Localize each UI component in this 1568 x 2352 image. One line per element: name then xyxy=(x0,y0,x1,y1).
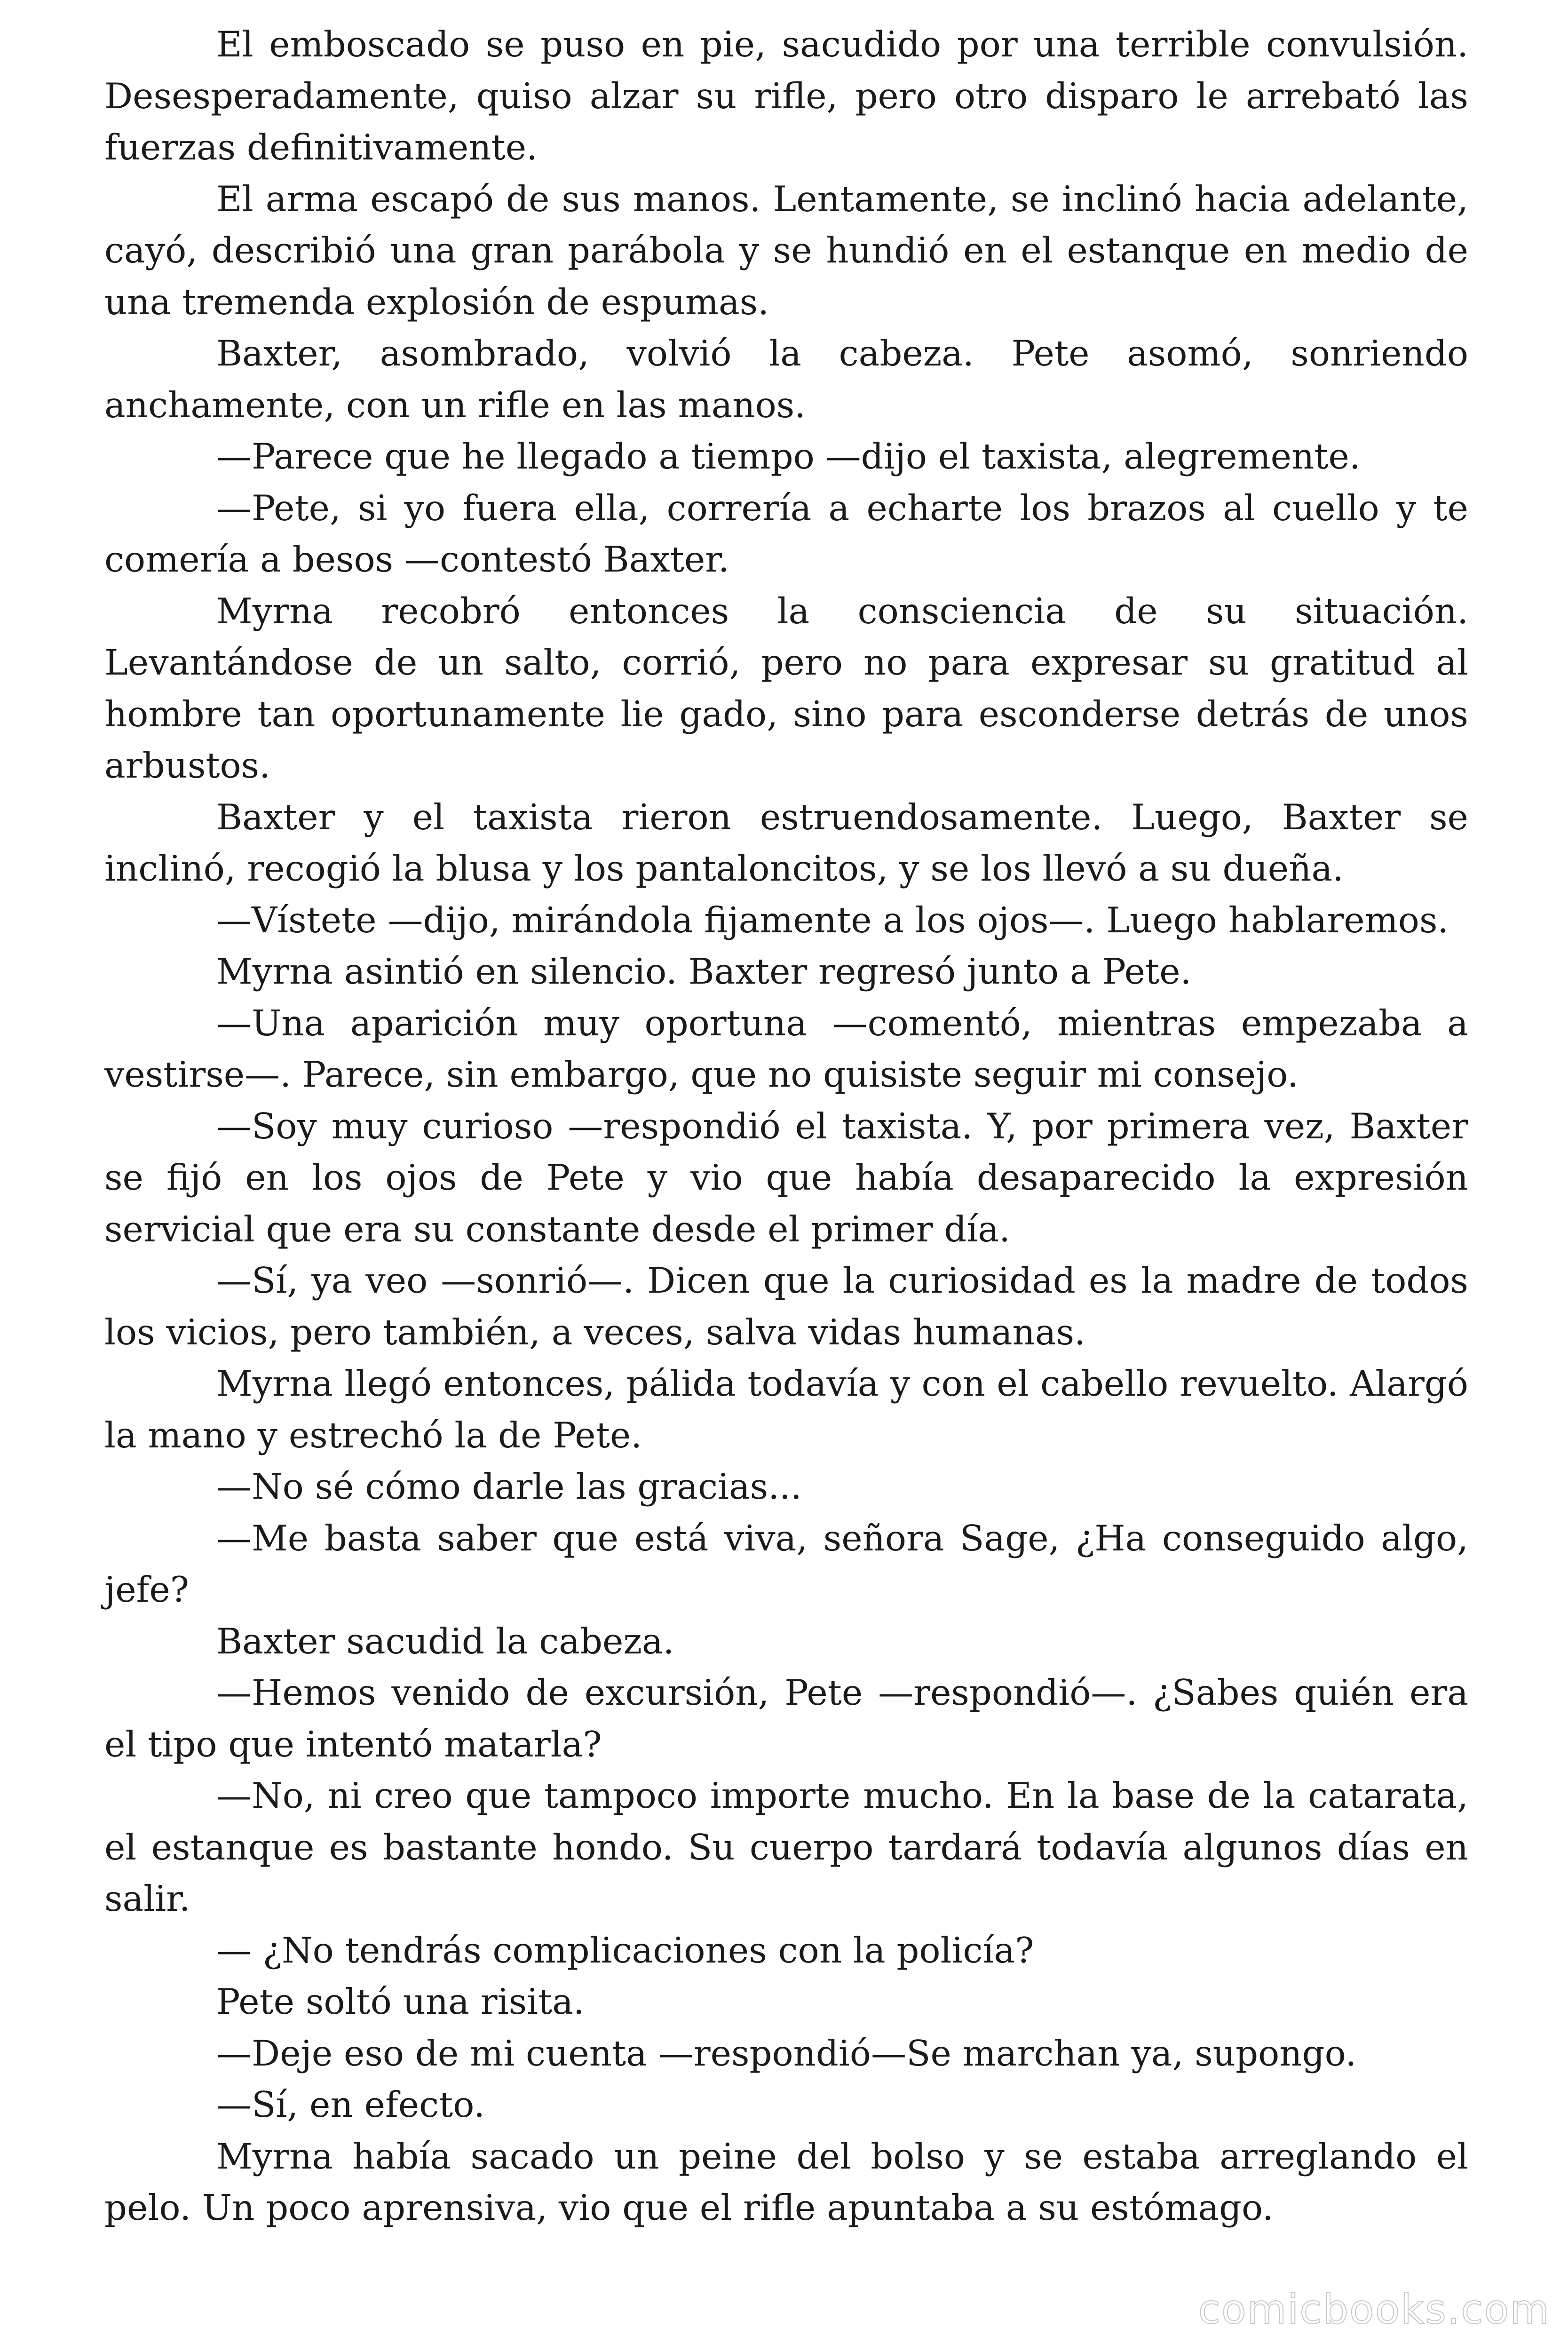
paragraph: —Hemos venido de excursión, Pete —respondió—. ¿Sabes quién era el tipo que intentó matarla? xyxy=(104,1672,1468,1765)
paragraph: Myrna asintió en silencio. Baxter regresó junto a Pete. xyxy=(216,951,1192,992)
paragraph: —Vístete —dijo, mirándola fijamente a los ojos—. Luego hablaremos. xyxy=(216,899,1449,941)
paragraph: — ¿No tendrás complicaciones con la policía? xyxy=(216,1929,1034,1971)
book-page-text xyxy=(104,19,1468,2234)
paragraph: Baxter sacudid la cabeza. xyxy=(216,1620,674,1662)
paragraph: Myrna había sacado un peine del bolso y se estaba arreglando el pelo. Un poco aprensiva, vio que el rifle apuntaba a su estómago. xyxy=(104,2135,1468,2228)
paragraph: —Deje eso de mi cuenta —respondió—Se marchan ya, supongo. xyxy=(216,2032,1357,2074)
paragraph: —Sí, ya veo —sonrió—. Dicen que la curiosidad es la madre de todos los vicios, pero también, a veces, salva vidas humanas. xyxy=(104,1260,1468,1353)
watermark: comicbooks.com xyxy=(1198,2286,1550,2333)
paragraph: Myrna llegó entonces, pálida todavía y con el cabello revuelto. Alargó la mano y estrechó la de Pete. xyxy=(104,1363,1468,1456)
paragraph: Pete soltó una risita. xyxy=(216,1981,585,2022)
paragraph: —Pete, si yo fuera ella, correría a echarte los brazos al cuello y te comería a besos —contestó Baxter. xyxy=(104,487,1468,580)
paragraph: El emboscado se puso en pie, sacudido por una terrible convulsión. Desesperadamente, quiso alzar su rifle, pero otro disparo le arrebató las fuerzas definitivamente. xyxy=(104,24,1468,168)
paragraph: —Soy muy curioso —respondió el taxista. Y, por primera vez, Baxter se fijó en los ojos de Pete y vio que había desaparecido la expresión servicial que era su constante desde el primer día. xyxy=(104,1105,1468,1250)
paragraph: —Me basta saber que está viva, señora Sage, ¿Ha conseguido algo, jefe? xyxy=(104,1517,1468,1610)
paragraph: Baxter y el taxista rieron estruendosamente. Luego, Baxter se inclinó, recogió la blusa y los pantaloncitos, y se los llevó a su dueña. xyxy=(104,796,1468,889)
paragraph: Baxter, asombrado, volvió la cabeza. Pete asomó, sonriendo anchamente, con un rifle en las manos. xyxy=(104,333,1468,426)
paragraph: El arma escapó de sus manos. Lentamente, se inclinó hacia adelante, cayó, describió una gran parábola y se hundió en el estanque en medio de una tremenda explosión de espumas. xyxy=(104,178,1468,323)
paragraph: —No, ni creo que tampoco importe mucho. En la base de la catarata, el estanque es bastante hondo. Su cuerpo tardará todavía algunos días en salir. xyxy=(104,1775,1468,1919)
paragraph: Myrna recobró entonces la consciencia de su situación. Levantándose de un salto, corrió, pero no para expresar su gratitud al hombre tan oportunamente lie gado, sino para esconderse detrás de unos arbustos. xyxy=(104,590,1468,786)
paragraph: —Parece que he llegado a tiempo —dijo el taxista, alegremente. xyxy=(216,436,1361,477)
paragraph: —Una aparición muy oportuna —comentó, mientras empezaba a vestirse—. Parece, sin embargo, que no quisiste seguir mi consejo. xyxy=(104,1002,1468,1095)
paragraph: —Sí, en efecto. xyxy=(216,2084,485,2125)
paragraph: —No sé cómo darle las gracias... xyxy=(216,1466,802,1507)
